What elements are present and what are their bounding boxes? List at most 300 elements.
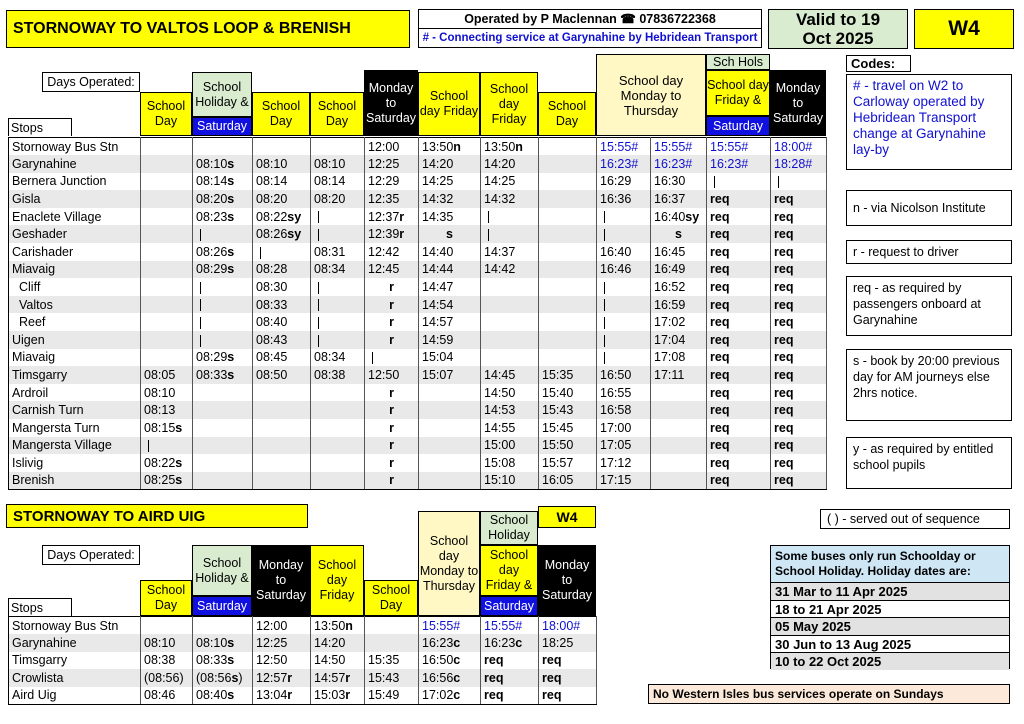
time-cell xyxy=(193,384,253,402)
time-cell: req xyxy=(707,331,771,349)
time-cell xyxy=(539,190,597,208)
stop-name: Miavaig xyxy=(9,349,141,367)
code-n: n - via Nicolson Institute xyxy=(846,190,1012,226)
time-cell: 16:23c xyxy=(481,634,539,652)
code-hash: # - travel on W2 to Carloway operated by Hebridean Transport change at Garynahine lay-by xyxy=(846,74,1012,170)
time-cell: 08:05 xyxy=(141,366,193,384)
time-cell: 15:49 xyxy=(365,687,419,705)
time-cell: 08:10 xyxy=(253,155,311,173)
time-cell: (08:56) xyxy=(141,669,193,687)
time-cell xyxy=(481,208,539,226)
time-cell: 08:23s xyxy=(193,208,253,226)
time-cell: 15:55# xyxy=(481,617,539,635)
time-cell: 08:30 xyxy=(253,278,311,296)
time-cell xyxy=(365,617,419,635)
table-row xyxy=(9,472,827,490)
time-cell xyxy=(141,296,193,314)
col-header: Monday to Saturday xyxy=(364,70,418,136)
time-cell: 18:25 xyxy=(539,634,597,652)
time-cell: 12:29 xyxy=(365,173,419,191)
holiday-dates xyxy=(771,582,1009,670)
time-cell xyxy=(141,261,193,279)
table-row xyxy=(9,366,827,384)
sunday-notice: No Western Isles bus services operate on Sundays xyxy=(648,684,1010,704)
col-header: Monday to Saturday xyxy=(252,545,310,616)
time-cell: 15:55# xyxy=(597,138,651,156)
time-cell: 18:28# xyxy=(771,155,827,173)
time-cell xyxy=(539,155,597,173)
stop-name: Bernera Junction xyxy=(9,173,141,191)
stop-name: Timsgarry xyxy=(9,366,141,384)
time-cell: 12:42 xyxy=(365,243,419,261)
time-cell: 08:15s xyxy=(141,419,193,437)
connecting-note: # - Connecting service at Garynahine by Hebridean Transport xyxy=(422,32,758,44)
time-cell: 08:40 xyxy=(253,313,311,331)
holiday-box xyxy=(770,545,1010,669)
time-cell: 08:10 xyxy=(141,384,193,402)
time-cell: req xyxy=(539,652,597,670)
time-cell xyxy=(311,138,365,156)
table-row xyxy=(9,190,827,208)
stop-name: Aird Uig xyxy=(9,687,141,705)
codes-title: Codes: xyxy=(846,55,911,72)
route-number-2: W4 xyxy=(538,506,596,528)
stop-name: Enaclete Village xyxy=(9,208,141,226)
col-header: School Day xyxy=(364,580,418,616)
time-cell: req xyxy=(539,687,597,705)
time-cell xyxy=(539,173,597,191)
time-cell: 13:04r xyxy=(253,687,311,705)
col-header: School day Monday to Thursday xyxy=(418,511,480,616)
time-cell: 08:14 xyxy=(311,173,365,191)
time-cell: 13:50n xyxy=(311,617,365,635)
time-cell: req xyxy=(771,313,827,331)
time-cell: 08:33 xyxy=(253,296,311,314)
time-cell: r xyxy=(365,296,419,314)
time-cell: 08:29s xyxy=(193,261,253,279)
col-header: Saturday xyxy=(192,596,252,616)
time-cell xyxy=(193,401,253,419)
time-cell xyxy=(141,278,193,296)
time-cell: 16:40 xyxy=(597,243,651,261)
col-header: Sch Hols xyxy=(706,54,770,70)
time-cell xyxy=(311,472,365,490)
table-row xyxy=(9,349,827,367)
time-cell xyxy=(651,454,707,472)
time-cell xyxy=(141,225,193,243)
stop-name: Ardroil xyxy=(9,384,141,402)
time-cell: req xyxy=(771,454,827,472)
time-cell: 14:55 xyxy=(481,419,539,437)
time-cell xyxy=(651,437,707,455)
time-cell xyxy=(193,454,253,472)
route-number: W4 xyxy=(914,9,1014,49)
time-cell: 08:38 xyxy=(311,366,365,384)
time-cell: 16:56c xyxy=(419,669,481,687)
time-cell: 13:50n xyxy=(481,138,539,156)
time-cell: 08:20s xyxy=(193,190,253,208)
time-cell: req xyxy=(707,401,771,419)
time-cell: req xyxy=(481,669,539,687)
time-cell: req xyxy=(771,190,827,208)
time-cell xyxy=(311,208,365,226)
time-cell: 12:35 xyxy=(365,190,419,208)
time-cell: req xyxy=(707,472,771,490)
time-cell: 12:50 xyxy=(365,366,419,384)
time-cell xyxy=(539,138,597,156)
time-cell xyxy=(539,208,597,226)
time-cell xyxy=(141,190,193,208)
time-cell: req xyxy=(771,401,827,419)
stop-name: Uigen xyxy=(9,331,141,349)
time-cell: 16:52 xyxy=(651,278,707,296)
timetable-top xyxy=(8,137,827,490)
time-cell: 14:25 xyxy=(481,173,539,191)
time-cell: req xyxy=(481,652,539,670)
time-cell: 15:43 xyxy=(539,401,597,419)
time-cell: 15:35 xyxy=(539,366,597,384)
time-cell xyxy=(253,437,311,455)
time-cell: r xyxy=(365,454,419,472)
table-row xyxy=(9,437,827,455)
stop-name: Garynahine xyxy=(9,155,141,173)
table-row xyxy=(9,313,827,331)
time-cell: 14:53 xyxy=(481,401,539,419)
time-cell: 08:26s xyxy=(193,243,253,261)
time-cell: req xyxy=(707,225,771,243)
holiday-date: 30 Jun to 13 Aug 2025 xyxy=(771,635,1009,653)
time-cell xyxy=(539,261,597,279)
time-cell: r xyxy=(365,313,419,331)
stop-name: Crowlista xyxy=(9,669,141,687)
time-cell: 17:02 xyxy=(651,313,707,331)
time-cell xyxy=(193,419,253,437)
col-header: School day Friday xyxy=(418,72,480,136)
time-cell: req xyxy=(707,278,771,296)
time-cell: 15:55# xyxy=(419,617,481,635)
stop-name: Gisla xyxy=(9,190,141,208)
time-cell xyxy=(253,138,311,156)
col-header: School Day xyxy=(538,92,596,136)
time-cell: req xyxy=(707,243,771,261)
time-cell: 08:45 xyxy=(253,349,311,367)
time-cell: 15:43 xyxy=(365,669,419,687)
stop-name: Stornoway Bus Stn xyxy=(9,138,141,156)
time-cell: req xyxy=(707,366,771,384)
table-row xyxy=(9,669,597,687)
route-title-2: STORNOWAY TO AIRD UIG xyxy=(6,504,308,528)
time-cell: 08:10 xyxy=(141,634,193,652)
time-cell: 15:45 xyxy=(539,419,597,437)
col-header: Monday to Saturday xyxy=(770,70,826,136)
time-cell: 14:57 xyxy=(419,313,481,331)
stop-name: Mangersta Turn xyxy=(9,419,141,437)
days-operated-label: Days Operated: xyxy=(42,72,140,92)
time-cell xyxy=(193,472,253,490)
time-cell xyxy=(771,173,827,191)
time-cell: 12:39r xyxy=(365,225,419,243)
time-cell: req xyxy=(771,472,827,490)
time-cell: 15:10 xyxy=(481,472,539,490)
time-cell xyxy=(539,331,597,349)
table-row xyxy=(9,138,827,156)
time-cell: 15:55# xyxy=(651,138,707,156)
time-cell xyxy=(141,208,193,226)
time-cell: req xyxy=(707,261,771,279)
time-cell: 08:38 xyxy=(141,652,193,670)
time-cell: 16:23# xyxy=(707,155,771,173)
col-header: School Day xyxy=(140,580,192,616)
col-header: School day Friday xyxy=(310,545,364,616)
col-header: School day Monday to Thursday xyxy=(596,54,706,136)
time-cell: req xyxy=(771,437,827,455)
col-header: School Holiday & xyxy=(192,72,252,117)
time-cell: 16:49 xyxy=(651,261,707,279)
time-cell: 12:25 xyxy=(253,634,311,652)
table-row xyxy=(9,634,597,652)
time-cell: 08:46 xyxy=(141,687,193,705)
time-cell: 18:00# xyxy=(539,617,597,635)
time-cell xyxy=(311,331,365,349)
time-cell: 08:25s xyxy=(141,472,193,490)
time-cell xyxy=(539,243,597,261)
valid-date: Valid to 19 Oct 2025 xyxy=(768,9,908,49)
time-cell xyxy=(141,437,193,455)
time-cell xyxy=(481,331,539,349)
time-cell: 16:23# xyxy=(651,155,707,173)
time-cell xyxy=(193,225,253,243)
time-cell: 14:20 xyxy=(311,634,365,652)
time-cell xyxy=(651,472,707,490)
table-row xyxy=(9,296,827,314)
time-cell: req xyxy=(707,313,771,331)
stop-name: Timsgarry xyxy=(9,652,141,670)
time-cell: 16:37 xyxy=(651,190,707,208)
time-cell xyxy=(481,278,539,296)
table-row xyxy=(9,687,597,705)
table-row xyxy=(9,419,827,437)
time-cell xyxy=(539,296,597,314)
time-cell xyxy=(597,331,651,349)
table-row xyxy=(9,208,827,226)
time-cell xyxy=(597,296,651,314)
time-cell: 08:34 xyxy=(311,349,365,367)
time-cell: r xyxy=(365,472,419,490)
time-cell: 12:37r xyxy=(365,208,419,226)
time-cell xyxy=(193,313,253,331)
stop-name: Valtos xyxy=(9,296,141,314)
table-row xyxy=(9,652,597,670)
time-cell: req xyxy=(771,243,827,261)
timetable-bottom xyxy=(8,616,597,705)
time-cell xyxy=(141,313,193,331)
time-cell xyxy=(193,617,253,635)
stop-name: Geshader xyxy=(9,225,141,243)
time-cell xyxy=(141,138,193,156)
time-cell: 15:08 xyxy=(481,454,539,472)
time-cell: 15:04 xyxy=(419,349,481,367)
stop-name: Reef xyxy=(9,313,141,331)
time-cell xyxy=(481,349,539,367)
time-cell: 15:55# xyxy=(707,138,771,156)
time-cell xyxy=(419,437,481,455)
col-header: School Day xyxy=(140,92,192,136)
time-cell xyxy=(193,296,253,314)
stop-name: Cliff xyxy=(9,278,141,296)
time-cell: 12:00 xyxy=(253,617,311,635)
time-cell: req xyxy=(707,190,771,208)
table-row xyxy=(9,243,827,261)
stops-label: Stops xyxy=(8,118,72,136)
stop-name: Carnish Turn xyxy=(9,401,141,419)
time-cell: 15:00 xyxy=(481,437,539,455)
stop-name: Carishader xyxy=(9,243,141,261)
time-cell xyxy=(597,278,651,296)
time-cell: 14:42 xyxy=(481,261,539,279)
time-cell xyxy=(651,419,707,437)
time-cell: 16:23c xyxy=(419,634,481,652)
time-cell: 17:11 xyxy=(651,366,707,384)
time-cell xyxy=(253,384,311,402)
time-cell xyxy=(141,173,193,191)
time-cell: req xyxy=(771,208,827,226)
time-cell: 14:25 xyxy=(419,173,481,191)
operator-box xyxy=(418,9,762,48)
time-cell xyxy=(311,419,365,437)
time-cell: req xyxy=(539,669,597,687)
time-cell: 08:33s xyxy=(193,652,253,670)
time-cell: 08:13 xyxy=(141,401,193,419)
time-cell: 08:14 xyxy=(253,173,311,191)
time-cell: r xyxy=(365,278,419,296)
table-row xyxy=(9,384,827,402)
time-cell xyxy=(365,634,419,652)
time-cell: 13:50n xyxy=(419,138,481,156)
time-cell: req xyxy=(771,225,827,243)
time-cell xyxy=(141,349,193,367)
route-title: STORNOWAY TO VALTOS LOOP & BRENISH xyxy=(6,10,410,48)
time-cell: 17:02c xyxy=(419,687,481,705)
time-cell xyxy=(141,155,193,173)
time-cell: 08:50 xyxy=(253,366,311,384)
time-cell: 08:10s xyxy=(193,634,253,652)
time-cell xyxy=(253,243,311,261)
time-cell: 14:47 xyxy=(419,278,481,296)
time-cell xyxy=(419,384,481,402)
time-cell: 15:03r xyxy=(311,687,365,705)
time-cell: 14:37 xyxy=(481,243,539,261)
time-cell: 08:33s xyxy=(193,366,253,384)
time-cell: s xyxy=(419,225,481,243)
col-header: Saturday xyxy=(192,117,252,136)
time-cell: req xyxy=(771,349,827,367)
time-cell: req xyxy=(707,419,771,437)
time-cell: 16:40sy xyxy=(651,208,707,226)
time-cell: 14:54 xyxy=(419,296,481,314)
time-cell: 08:26sy xyxy=(253,225,311,243)
col-header: School Day xyxy=(252,92,310,136)
time-cell: 17:05 xyxy=(597,437,651,455)
time-cell xyxy=(419,401,481,419)
stop-name: Islivig xyxy=(9,454,141,472)
time-cell: 17:12 xyxy=(597,454,651,472)
time-cell xyxy=(311,313,365,331)
code-s: s - book by 20:00 previous day for AM journeys else 2hrs notice. xyxy=(846,349,1012,421)
table-row xyxy=(9,173,827,191)
time-cell: 14:20 xyxy=(419,155,481,173)
time-cell xyxy=(481,296,539,314)
code-r: r - request to driver xyxy=(846,240,1012,264)
time-cell: 08:10s xyxy=(193,155,253,173)
time-cell: 08:28 xyxy=(253,261,311,279)
time-cell: 17:15 xyxy=(597,472,651,490)
time-cell: req xyxy=(707,296,771,314)
days-operated-label-2: Days Operated: xyxy=(42,545,140,565)
col-header: School day Friday & xyxy=(480,545,538,596)
time-cell: 14:40 xyxy=(419,243,481,261)
table-row xyxy=(9,278,827,296)
time-cell: r xyxy=(365,437,419,455)
time-cell xyxy=(311,296,365,314)
holiday-date: 31 Mar to 11 Apr 2025 xyxy=(771,582,1009,600)
time-cell: 12:00 xyxy=(365,138,419,156)
time-cell: 12:45 xyxy=(365,261,419,279)
time-cell xyxy=(311,278,365,296)
time-cell: req xyxy=(771,384,827,402)
time-cell: 08:31 xyxy=(311,243,365,261)
time-cell: 14:57r xyxy=(311,669,365,687)
time-cell: 12:25 xyxy=(365,155,419,173)
time-cell: 15:35 xyxy=(365,652,419,670)
time-cell: req xyxy=(707,454,771,472)
time-cell xyxy=(419,454,481,472)
time-cell: 08:22sy xyxy=(253,208,311,226)
time-cell xyxy=(193,138,253,156)
time-cell: req xyxy=(481,687,539,705)
time-cell xyxy=(311,401,365,419)
time-cell: req xyxy=(771,366,827,384)
table-row xyxy=(9,155,827,173)
code-req: req - as required by passengers onboard at Garynahine xyxy=(846,276,1012,336)
time-cell: 14:45 xyxy=(481,366,539,384)
time-cell: 08:10 xyxy=(311,155,365,173)
time-cell xyxy=(539,349,597,367)
time-cell: 16:59 xyxy=(651,296,707,314)
table-row xyxy=(9,331,827,349)
col-header: Saturday xyxy=(480,596,538,616)
time-cell: 16:36 xyxy=(597,190,651,208)
time-cell xyxy=(141,243,193,261)
col-header: School day Friday & xyxy=(706,70,770,116)
time-cell xyxy=(253,401,311,419)
time-cell xyxy=(651,401,707,419)
time-cell: r xyxy=(365,331,419,349)
time-cell: 14:20 xyxy=(481,155,539,173)
time-cell: 14:50 xyxy=(481,384,539,402)
holiday-intro: Some buses only run Schoolday or School Holiday. Holiday dates are: xyxy=(771,546,1009,582)
time-cell: 08:34 xyxy=(311,261,365,279)
time-cell xyxy=(311,454,365,472)
time-cell xyxy=(597,349,651,367)
time-cell: 16:50 xyxy=(597,366,651,384)
time-cell: 14:44 xyxy=(419,261,481,279)
stop-name: Garynahine xyxy=(9,634,141,652)
time-cell: req xyxy=(771,261,827,279)
time-cell: r xyxy=(365,384,419,402)
time-cell xyxy=(597,225,651,243)
operator-text: Operated by P Maclennan ☎ 07836722368 xyxy=(419,10,761,29)
time-cell: 17:04 xyxy=(651,331,707,349)
